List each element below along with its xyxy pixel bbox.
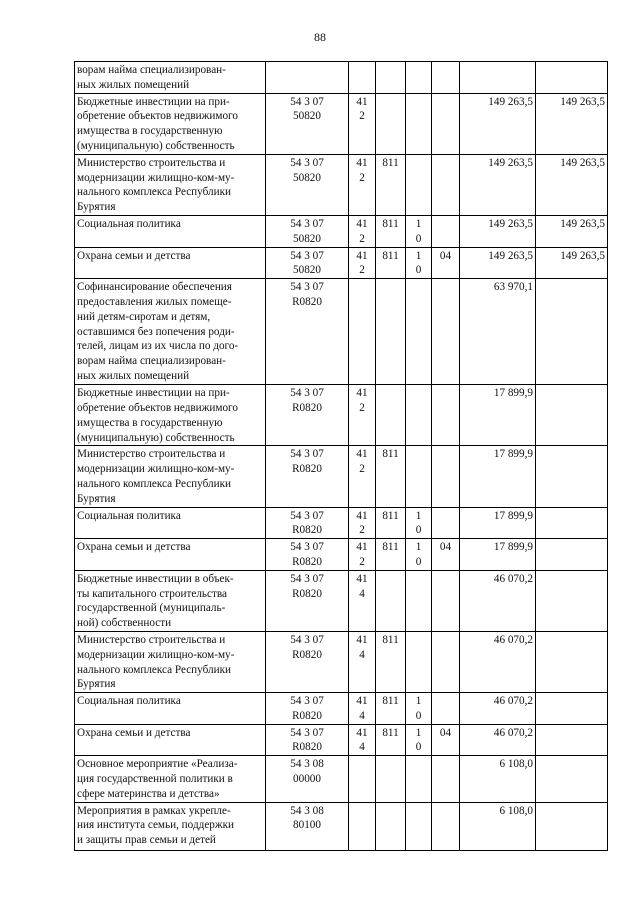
row-target-article-line: 54 3 07 xyxy=(290,509,324,522)
row-expense-type-line: 41 xyxy=(356,95,368,108)
row-expense-type xyxy=(349,724,376,756)
row-name-line: Социальная политика xyxy=(77,217,181,230)
row-name xyxy=(75,62,266,94)
row-ministry-code: 811 xyxy=(376,446,406,507)
row-target-article xyxy=(266,446,349,507)
row-sum-federal xyxy=(536,802,608,850)
row-expense-type-line: 4 xyxy=(359,648,365,661)
row-target-article xyxy=(266,507,349,539)
row-name-line: оставшимся без попечения роди- xyxy=(77,325,235,338)
row-name-line: Социальная политика xyxy=(77,695,181,708)
table-row xyxy=(75,446,608,507)
row-expense-type xyxy=(349,62,376,94)
table-row xyxy=(75,154,608,215)
row-expense-type-line: 41 xyxy=(356,572,368,585)
row-target-article xyxy=(266,215,349,247)
row-target-article-line: 50820 xyxy=(293,110,321,123)
row-subsection xyxy=(432,631,460,692)
table-row xyxy=(75,756,608,802)
row-section xyxy=(406,215,432,247)
row-name-line: Министерство строительства и xyxy=(77,448,226,461)
row-sum-federal: 149 263,5 xyxy=(536,93,608,154)
row-section xyxy=(406,631,432,692)
row-target-article xyxy=(266,154,349,215)
row-name-line: ты капитального строительства xyxy=(77,587,227,600)
row-name-line: ворам найма специализирован- xyxy=(77,355,226,368)
row-target-article-line: 50820 xyxy=(293,171,321,184)
row-name-line: Бюджетные инвестиции на при- xyxy=(77,387,230,400)
row-expense-type-line: 41 xyxy=(356,695,368,708)
row-expense-type xyxy=(349,570,376,631)
table-row xyxy=(75,385,608,446)
row-name-line: предоставления жилых помеще- xyxy=(77,295,232,308)
row-section xyxy=(406,693,432,725)
row-subsection xyxy=(432,154,460,215)
table-row xyxy=(75,507,608,539)
table-row xyxy=(75,62,608,94)
row-name-line: модернизации жилищно-ком-му- xyxy=(77,648,235,661)
row-expense-type xyxy=(349,385,376,446)
row-section-line: 1 xyxy=(415,509,422,522)
row-name-line: Охрана семьи и детства xyxy=(77,541,191,554)
row-target-article xyxy=(266,279,349,385)
row-name-line: государственной (муниципаль- xyxy=(77,602,226,615)
row-subsection xyxy=(432,693,460,725)
table-row xyxy=(75,247,608,279)
row-sum-total: 6 108,0 xyxy=(460,756,536,802)
row-sum-total: 46 070,2 xyxy=(460,570,536,631)
row-sum-total: 149 263,5 xyxy=(460,215,536,247)
row-sum-total xyxy=(460,62,536,94)
row-expense-type xyxy=(349,446,376,507)
row-name-line: телей, лицам из их числа по дого- xyxy=(77,340,239,353)
row-target-article xyxy=(266,539,349,571)
row-expense-type xyxy=(349,539,376,571)
row-ministry-code: 811 xyxy=(376,247,406,279)
row-sum-federal xyxy=(536,62,608,94)
row-name xyxy=(75,93,266,154)
row-ministry-code: 811 xyxy=(376,539,406,571)
row-expense-type-line: 41 xyxy=(356,217,368,230)
row-name-line: сфере материнства и детства» xyxy=(77,787,220,800)
row-target-article-line: R0820 xyxy=(292,587,322,600)
row-sum-federal xyxy=(536,279,608,385)
row-name-line: Мероприятия в рамках укрепле- xyxy=(77,804,231,817)
row-name-line: Бурятия xyxy=(77,492,116,505)
row-name xyxy=(75,247,266,279)
row-target-article-line: 80100 xyxy=(293,819,321,832)
row-expense-type-line: 41 xyxy=(356,448,368,461)
row-target-article xyxy=(266,385,349,446)
row-expense-type-line: 41 xyxy=(356,726,368,739)
table-row xyxy=(75,724,608,756)
row-subsection xyxy=(432,446,460,507)
row-section-line: 1 xyxy=(415,249,422,262)
row-expense-type xyxy=(349,507,376,539)
row-name-line: Основное мероприятие «Реализа- xyxy=(77,758,238,771)
row-expense-type-line: 4 xyxy=(359,587,365,600)
row-section xyxy=(406,154,432,215)
row-subsection xyxy=(432,62,460,94)
row-section-line: 0 xyxy=(415,264,422,277)
row-target-article xyxy=(266,756,349,802)
row-name xyxy=(75,802,266,850)
row-expense-type xyxy=(349,215,376,247)
row-target-article xyxy=(266,693,349,725)
row-target-article-line: 54 3 07 xyxy=(290,217,324,230)
table-row xyxy=(75,802,608,850)
row-target-article-line: R0820 xyxy=(292,555,322,568)
row-expense-type xyxy=(349,247,376,279)
row-name-line: модернизации жилищно-ком-му- xyxy=(77,463,235,476)
row-subsection xyxy=(432,802,460,850)
table-row xyxy=(75,279,608,385)
row-sum-federal xyxy=(536,693,608,725)
row-expense-type-line: 2 xyxy=(359,463,365,476)
row-sum-total: 46 070,2 xyxy=(460,631,536,692)
table-row xyxy=(75,631,608,692)
row-name-line: (муниципальную) собственность xyxy=(77,431,235,444)
row-sum-federal xyxy=(536,539,608,571)
row-sum-federal xyxy=(536,631,608,692)
row-name-line: ных жилых помещений xyxy=(77,369,190,382)
row-sum-federal: 149 263,5 xyxy=(536,154,608,215)
row-name-line: обретение объектов недвижимого xyxy=(77,110,238,123)
row-name-line: Бюджетные инвестиции в объек- xyxy=(77,572,234,585)
row-sum-federal xyxy=(536,724,608,756)
row-name-line: нального комплекса Республики xyxy=(77,186,232,199)
row-sum-total: 6 108,0 xyxy=(460,802,536,850)
row-name xyxy=(75,756,266,802)
row-sum-federal xyxy=(536,385,608,446)
row-target-article-line: 54 3 07 xyxy=(290,448,324,461)
row-section xyxy=(406,247,432,279)
row-target-article-line: 54 3 07 xyxy=(290,726,324,739)
row-expense-type-line: 41 xyxy=(356,541,368,554)
row-section-line: 1 xyxy=(415,217,422,230)
row-sum-total: 46 070,2 xyxy=(460,693,536,725)
row-target-article-line: R0820 xyxy=(292,741,322,754)
row-name-line: ция государственной политики в xyxy=(77,773,233,786)
row-section-line: 0 xyxy=(415,709,422,722)
row-subsection xyxy=(432,385,460,446)
row-subsection xyxy=(432,570,460,631)
row-ministry-code xyxy=(376,802,406,850)
row-sum-total: 149 263,5 xyxy=(460,247,536,279)
row-target-article xyxy=(266,570,349,631)
row-name-line: Бюджетные инвестиции на при- xyxy=(77,95,230,108)
row-ministry-code xyxy=(376,93,406,154)
row-section-line: 1 xyxy=(415,695,422,708)
row-ministry-code: 811 xyxy=(376,631,406,692)
row-section xyxy=(406,507,432,539)
row-sum-federal xyxy=(536,756,608,802)
row-sum-total: 17 899,9 xyxy=(460,507,536,539)
row-name-line: нального комплекса Республики xyxy=(77,477,232,490)
row-sum-total: 17 899,9 xyxy=(460,385,536,446)
row-name xyxy=(75,570,266,631)
row-expense-type xyxy=(349,802,376,850)
row-target-article-line: 54 3 07 xyxy=(290,695,324,708)
row-target-article-line: 54 3 07 xyxy=(290,572,324,585)
table-row xyxy=(75,215,608,247)
row-name xyxy=(75,507,266,539)
row-expense-type-line: 41 xyxy=(356,509,368,522)
row-target-article xyxy=(266,724,349,756)
row-target-article-line: R0820 xyxy=(292,295,322,308)
row-name xyxy=(75,446,266,507)
row-section-line: 0 xyxy=(415,524,422,537)
row-sum-total: 17 899,9 xyxy=(460,446,536,507)
row-target-article-line: 54 3 07 xyxy=(290,633,324,646)
row-expense-type-line: 2 xyxy=(359,232,365,245)
row-section-line: 1 xyxy=(415,541,422,554)
row-expense-type-line: 41 xyxy=(356,249,368,262)
row-name-line: ния института семьи, поддержки xyxy=(77,819,235,832)
row-sum-federal: 149 263,5 xyxy=(536,247,608,279)
row-name-line: Министерство строительства и xyxy=(77,156,226,169)
row-name xyxy=(75,215,266,247)
row-ministry-code: 811 xyxy=(376,693,406,725)
row-subsection xyxy=(432,507,460,539)
row-expense-type xyxy=(349,154,376,215)
row-name-line: Софинансирование обеспечения xyxy=(77,281,232,294)
row-sum-federal xyxy=(536,446,608,507)
row-expense-type-line: 2 xyxy=(359,171,365,184)
row-expense-type xyxy=(349,631,376,692)
row-ministry-code xyxy=(376,62,406,94)
row-expense-type xyxy=(349,693,376,725)
row-sum-total: 17 899,9 xyxy=(460,539,536,571)
row-subsection xyxy=(432,93,460,154)
row-name-line: ворам найма специализирован- xyxy=(77,64,226,76)
row-ministry-code: 811 xyxy=(376,154,406,215)
row-name xyxy=(75,385,266,446)
row-sum-federal xyxy=(536,570,608,631)
row-sum-total: 149 263,5 xyxy=(460,154,536,215)
table-row xyxy=(75,93,608,154)
row-name-line: Бурятия xyxy=(77,201,116,214)
row-target-article xyxy=(266,631,349,692)
table-row xyxy=(75,693,608,725)
table-row xyxy=(75,570,608,631)
row-target-article-line: R0820 xyxy=(292,401,322,414)
row-ministry-code xyxy=(376,756,406,802)
row-target-article-line: R0820 xyxy=(292,463,322,476)
row-expense-type-line: 2 xyxy=(359,401,365,414)
row-section xyxy=(406,570,432,631)
row-section-line: 0 xyxy=(415,741,422,754)
row-subsection: 04 xyxy=(432,247,460,279)
row-section xyxy=(406,446,432,507)
row-target-article xyxy=(266,802,349,850)
row-ministry-code xyxy=(376,279,406,385)
row-target-article-line: 54 3 07 xyxy=(290,95,324,108)
row-section-line: 0 xyxy=(415,555,422,568)
table-row xyxy=(75,539,608,571)
row-section xyxy=(406,802,432,850)
row-section xyxy=(406,279,432,385)
row-target-article-line: 50820 xyxy=(293,232,321,245)
row-name-line: Охрана семьи и детства xyxy=(77,726,191,739)
row-expense-type-line: 2 xyxy=(359,110,365,123)
row-section xyxy=(406,724,432,756)
budget-table xyxy=(74,61,608,851)
row-section-line: 1 xyxy=(415,726,422,739)
row-expense-type-line: 4 xyxy=(359,741,365,754)
row-subsection xyxy=(432,215,460,247)
row-expense-type-line: 41 xyxy=(356,633,368,646)
row-target-article-line: 50820 xyxy=(293,264,321,277)
row-target-article-line: R0820 xyxy=(292,648,322,661)
row-name-line: ных жилых помещений xyxy=(77,78,190,91)
row-section xyxy=(406,93,432,154)
row-name-line: имущества в государственную xyxy=(77,125,223,138)
page-number: 88 xyxy=(314,30,326,44)
budget-table-body xyxy=(75,62,608,851)
row-ministry-code xyxy=(376,385,406,446)
row-expense-type-line: 4 xyxy=(359,709,365,722)
row-expense-type-line: 2 xyxy=(359,524,365,537)
row-name-line: ний детям-сиротам и детям, xyxy=(77,310,211,323)
row-expense-type-line: 41 xyxy=(356,387,368,400)
row-expense-type-line: 41 xyxy=(356,156,368,169)
row-target-article-line: 54 3 07 xyxy=(290,156,324,169)
row-sum-federal: 149 263,5 xyxy=(536,215,608,247)
row-name xyxy=(75,631,266,692)
row-subsection: 04 xyxy=(432,724,460,756)
row-name xyxy=(75,279,266,385)
row-name xyxy=(75,724,266,756)
row-target-article-line: R0820 xyxy=(292,524,322,537)
row-name-line: нального комплекса Республики xyxy=(77,663,232,676)
row-sum-total: 46 070,2 xyxy=(460,724,536,756)
row-target-article-line: R0820 xyxy=(292,709,322,722)
row-target-article-line: 54 3 07 xyxy=(290,387,324,400)
row-section xyxy=(406,62,432,94)
row-target-article-line: 54 3 08 xyxy=(290,804,324,817)
row-target-article xyxy=(266,247,349,279)
row-name xyxy=(75,539,266,571)
row-subsection: 04 xyxy=(432,539,460,571)
row-target-article-line: 00000 xyxy=(293,773,321,786)
row-sum-total: 63 970,1 xyxy=(460,279,536,385)
row-name-line: Социальная политика xyxy=(77,509,181,522)
row-sum-total: 149 263,5 xyxy=(460,93,536,154)
row-target-article xyxy=(266,93,349,154)
row-name xyxy=(75,154,266,215)
row-section xyxy=(406,539,432,571)
row-target-article-line: 54 3 07 xyxy=(290,541,324,554)
row-target-article xyxy=(266,62,349,94)
row-expense-type xyxy=(349,279,376,385)
row-target-article-line: 54 3 07 xyxy=(290,281,324,294)
row-name xyxy=(75,693,266,725)
row-name-line: модернизации жилищно-ком-му- xyxy=(77,171,235,184)
row-ministry-code: 811 xyxy=(376,724,406,756)
row-name-line: обретение объектов недвижимого xyxy=(77,401,238,414)
row-expense-type-line: 2 xyxy=(359,264,365,277)
row-name-line: (муниципальную) собственность xyxy=(77,139,235,152)
row-section xyxy=(406,756,432,802)
row-name-line: Бурятия xyxy=(77,678,116,691)
row-name-line: Министерство строительства и xyxy=(77,633,226,646)
row-name-line: и защиты прав семьи и детей xyxy=(77,834,216,847)
row-expense-type-line: 2 xyxy=(359,555,365,568)
row-subsection xyxy=(432,279,460,385)
row-target-article-line: 54 3 07 xyxy=(290,249,324,262)
row-name-line: Охрана семьи и детства xyxy=(77,249,191,262)
row-ministry-code: 811 xyxy=(376,215,406,247)
row-expense-type xyxy=(349,756,376,802)
row-target-article-line: 54 3 08 xyxy=(290,758,324,771)
row-name-line: ной) собственности xyxy=(77,617,172,630)
row-ministry-code xyxy=(376,570,406,631)
row-subsection xyxy=(432,756,460,802)
row-section xyxy=(406,385,432,446)
row-sum-federal xyxy=(536,507,608,539)
row-name-line: имущества в государственную xyxy=(77,416,223,429)
row-section-line: 0 xyxy=(415,232,422,245)
row-ministry-code: 811 xyxy=(376,507,406,539)
row-expense-type xyxy=(349,93,376,154)
